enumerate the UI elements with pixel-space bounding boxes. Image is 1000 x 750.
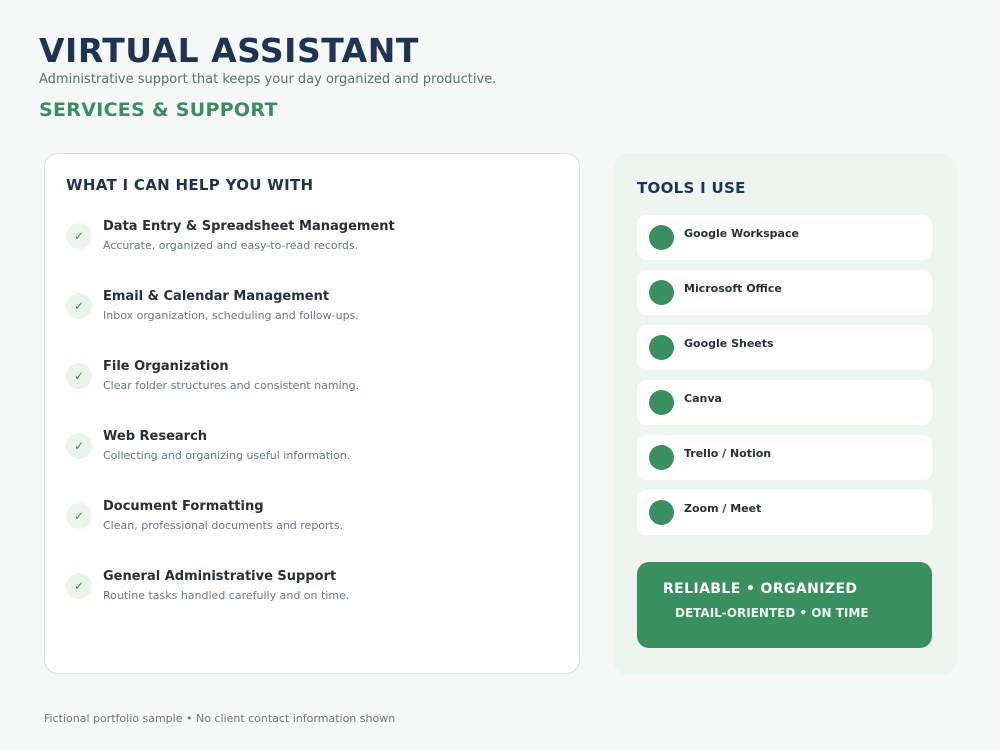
section-title: SERVICES & SUPPORT (39, 99, 278, 121)
tool-name: Google Workspace (684, 227, 799, 240)
service-item (66, 289, 566, 329)
tool-name: Google Sheets (684, 337, 774, 350)
service-item (66, 429, 566, 469)
tool-name: Microsoft Office (684, 282, 782, 295)
service-description: Inbox organization, scheduling and follow-ups. (103, 309, 359, 322)
tool-item (637, 380, 932, 425)
service-description: Routine tasks handled carefully and on time. (103, 589, 350, 602)
tool-item (637, 490, 932, 535)
service-title: Email & Calendar Management (103, 289, 330, 304)
tool-name: Canva (684, 392, 722, 405)
service-item (66, 219, 566, 259)
banner-primary-text: RELIABLE • ORGANIZED (663, 581, 858, 597)
check-icon: ✓ (66, 433, 92, 459)
tool-name: Zoom / Meet (684, 502, 762, 515)
check-icon: ✓ (66, 573, 92, 599)
qualities-banner (637, 562, 932, 648)
page-subtitle: Administrative support that keeps your day organized and productive. (39, 72, 497, 87)
tools-panel (613, 153, 957, 675)
service-description: Clear folder structures and consistent naming. (103, 379, 360, 392)
service-title: Document Formatting (103, 499, 264, 514)
green-dot-icon (649, 390, 674, 415)
service-title: File Organization (103, 359, 229, 374)
service-description: Clean, professional documents and reports. (103, 519, 344, 532)
tool-item (637, 435, 932, 480)
services-card (44, 153, 580, 674)
page-header (39, 32, 496, 122)
check-icon: ✓ (66, 363, 92, 389)
check-icon: ✓ (66, 503, 92, 529)
services-heading: WHAT I CAN HELP YOU WITH (66, 176, 314, 194)
service-description: Collecting and organizing useful information. (103, 449, 351, 462)
service-item (66, 499, 566, 539)
service-title: General Administrative Support (103, 569, 337, 584)
green-dot-icon (649, 280, 674, 305)
check-icon: ✓ (66, 293, 92, 319)
service-item (66, 359, 566, 399)
banner-secondary-text: DETAIL-ORIENTED • ON TIME (675, 606, 869, 620)
green-dot-icon (649, 445, 674, 470)
tool-name: Trello / Notion (684, 447, 772, 460)
tool-item (637, 325, 932, 370)
green-dot-icon (649, 335, 674, 360)
footer-note: Fictional portfolio sample • No client contact information shown (44, 712, 396, 725)
green-dot-icon (649, 500, 674, 525)
tool-item (637, 215, 932, 260)
page-title: VIRTUAL ASSISTANT (39, 31, 419, 70)
service-title: Data Entry & Spreadsheet Management (103, 219, 395, 234)
green-dot-icon (649, 225, 674, 250)
service-description: Accurate, organized and easy-to-read records. (103, 239, 359, 252)
tools-heading: TOOLS I USE (637, 179, 746, 197)
check-icon: ✓ (66, 223, 92, 249)
service-item (66, 569, 566, 609)
service-title: Web Research (103, 429, 208, 444)
tool-item (637, 270, 932, 315)
